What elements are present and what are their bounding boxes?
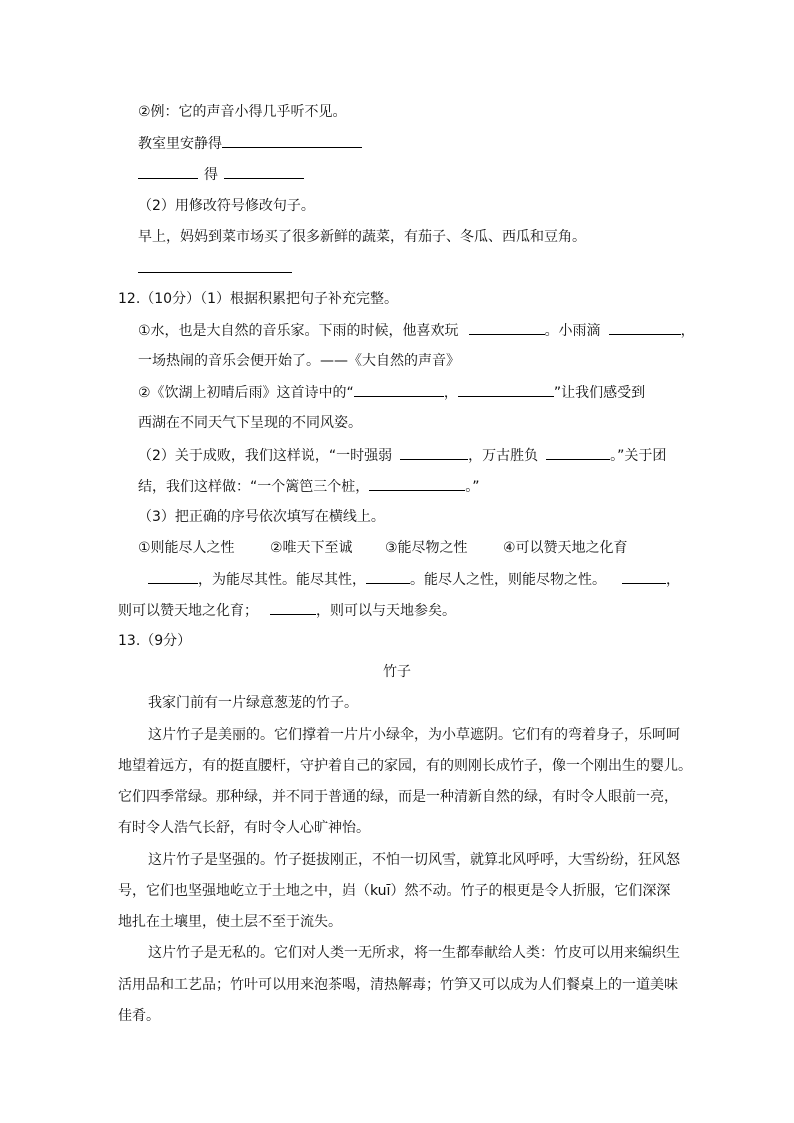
q12-item2-line1 <box>138 382 645 403</box>
q12-fill-line1 <box>148 569 680 590</box>
q12-item2-text-b: ， <box>443 385 458 401</box>
q12-blank-10[interactable] <box>622 569 666 584</box>
q12-options <box>138 538 628 558</box>
q12-item2-text-c: ”让我们感受到 <box>553 385 646 401</box>
q13-para4-line3: 佳肴。 <box>118 1008 160 1024</box>
q12-blank-2[interactable] <box>609 320 681 335</box>
q12-fill-line2 <box>118 600 456 621</box>
q12-fill-line1-text-b: 。能尽人之性，则能尽物之性。 <box>410 572 606 588</box>
q11-blank-3[interactable] <box>224 164 304 179</box>
q12-blank-8[interactable] <box>148 569 198 584</box>
q13-para4-line2: 活用品和工艺品；竹叶可以用来泡茶喝，清热解毒；竹笋又可以成为人们餐桌上的一道美味 <box>118 977 678 993</box>
q12-item2-text-a: ②《饮湖上初晴后雨》这首诗中的“ <box>138 385 354 401</box>
q13-para3-line3: 地扎在土壤里，使土层不至于流失。 <box>118 914 342 930</box>
q12-fill-line1-text-a: ，为能尽其性。能尽其性， <box>198 572 366 588</box>
q12-part2-text-c: 。”关于团 <box>610 448 667 464</box>
q12-part2-line1 <box>138 445 666 466</box>
q13-para2-line2: 地望着远方，有的挺直腰杆，守护着自己的家园，有的则刚长成竹子，像一个刚出生的婴儿。 <box>118 758 692 774</box>
q13-para2-line4: 有时令人浩气长舒，有时令人心旷神怡。 <box>118 820 370 836</box>
q13-para2-line3: 它们四季常绿。那种绿，并不同于普通的绿，而是一种清新自然的绿，有时令人眼前一亮， <box>118 789 678 805</box>
q11-blank-4[interactable] <box>138 258 292 273</box>
q11-blank-2[interactable] <box>138 164 198 179</box>
q12-blank-3[interactable] <box>354 382 444 397</box>
q11-part2-sentence: 早上，妈妈到菜市场买了很多新鲜的蔬菜，有茄子、冬瓜、西瓜和豆角。 <box>138 229 586 245</box>
q12-fill-line2-text-a: 则可以赞天地之化育； <box>118 603 258 619</box>
q12-part2-line2-text-a: 结，我们这样做：“一个篱笆三个桩， <box>138 479 370 495</box>
q11-answer-line <box>138 258 292 279</box>
q12-item1-text-b: 。小雨滴 <box>544 323 601 339</box>
q13-header: 13.（9分） <box>118 633 192 649</box>
q12-fill-line1-text-c: ， <box>666 572 680 588</box>
q12-fill-line2-text-b: ，则可以与天地参矣。 <box>316 603 456 619</box>
q12-part2-text-b: ，万古胜负 <box>468 448 539 464</box>
q11-fill-line-2 <box>138 164 304 185</box>
q12-blank-1[interactable] <box>469 320 545 335</box>
q13-para2-line1: 这片竹子是美丽的。它们撑着一片片小绿伞，为小草遮阴。它们有的弯着身子，乐呵呵 <box>148 727 680 743</box>
q12-blank-6[interactable] <box>546 445 610 460</box>
q13-para1: 我家门前有一片绿意葱茏的竹子。 <box>148 695 358 711</box>
q12-item1-text-c: ， <box>680 323 695 339</box>
q13-para3-line1: 这片竹子是坚强的。竹子挺拔刚正，不怕一切风雪，就算北风呼呼，大雪纷纷，狂风怒 <box>148 852 680 868</box>
q12-blank-7[interactable] <box>369 476 465 491</box>
q12-blank-9[interactable] <box>366 569 410 584</box>
q12-option-4: ④可以赞天地之化育 <box>503 540 628 556</box>
q12-part3-heading: （3）把正确的序号依次填写在横线上。 <box>138 509 385 525</box>
q12-header: 12.（10分）（1）根据积累把句子补充完整。 <box>118 291 398 307</box>
q12-blank-5[interactable] <box>400 445 468 460</box>
q11-example-sentence: ②例：它的声音小得几乎听不见。 <box>138 104 347 120</box>
q11-part2-heading: （2）用修改符号修改句子。 <box>138 198 315 214</box>
q12-part2-line2 <box>138 476 480 497</box>
q12-option-2: ②唯天下至诚 <box>270 540 353 556</box>
q13-title: 竹子 <box>383 664 411 680</box>
q12-option-3: ③能尽物之性 <box>385 540 468 556</box>
q12-item1-line1 <box>138 320 695 341</box>
q13-para4-line1: 这片竹子是无私的。它们对人类一无所求，将一生都奉献给人类：竹皮可以用来编织生 <box>148 945 680 961</box>
q12-blank-4[interactable] <box>458 382 554 397</box>
q11-line1-prefix: 教室里安静得 <box>138 136 222 152</box>
q12-part2-line2-text-b: 。” <box>465 479 480 495</box>
q12-item1-line2: 一场热闹的音乐会便开始了。——《大自然的声音》 <box>138 353 460 369</box>
q12-blank-11[interactable] <box>270 600 316 615</box>
q11-blank-1[interactable] <box>222 133 362 148</box>
q12-item1-text-a: ①水，也是大自然的音乐家。下雨的时候，他喜欢玩 <box>138 323 459 339</box>
q11-fill-line-1 <box>138 133 362 154</box>
q12-part2-text-a: （2）关于成败，我们这样说，“一时强弱 <box>138 448 393 464</box>
q12-option-1: ①则能尽人之性 <box>138 540 235 556</box>
q11-line2-middle: 得 <box>204 167 218 183</box>
q13-para3-line2: 号，它们也坚强地屹立于土地之中，岿（kuī）然不动。竹子的根更是令人折服，它们深深 <box>118 883 671 899</box>
q12-item2-line2: 西湖在不同天气下呈现的不同风姿。 <box>138 415 362 431</box>
